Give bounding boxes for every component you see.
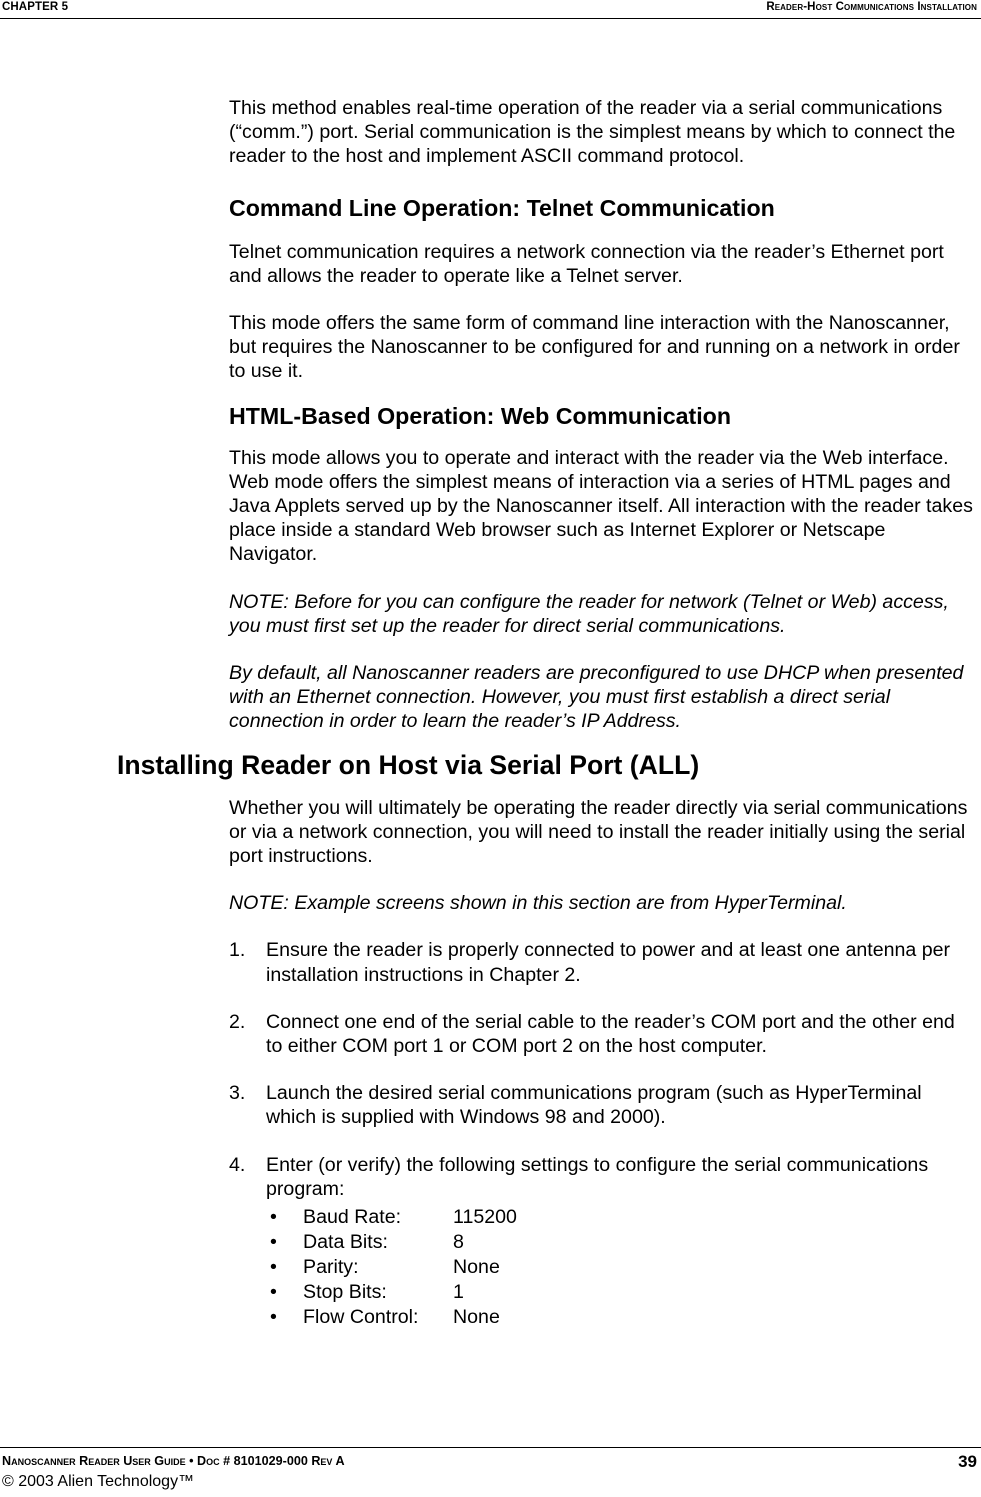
step-text: Launch the desired serial communications program (such as HyperTerminal which is supplied with Windows 98 and 2000). — [266, 1082, 922, 1129]
step-text: Connect one end of the serial cable to the reader’s COM port and the other end to either COM port 1 or COM port 2 on the host computer. — [266, 1010, 955, 1058]
setting-parity — [266, 1255, 976, 1280]
step-number: 3. — [229, 1082, 246, 1105]
bullet-icon: • — [270, 1306, 277, 1329]
copyright: © 2003 Alien Technology™ — [2, 1473, 195, 1490]
install-paragraph: Whether you will ultimately be operating the reader directly via serial communications or via a network connection, you will need to install the reader initially using the serial port instructions. — [229, 796, 968, 868]
install-heading: Installing Reader on Host via Serial Port (ALL) — [117, 749, 700, 780]
setting-label: Flow Control: — [303, 1306, 419, 1329]
setting-baud-rate — [266, 1205, 976, 1230]
setting-label: Parity: — [303, 1256, 359, 1279]
document-id: Nanoscanner Reader User Guide • Doc # 8101029-000 Rev A — [2, 1454, 345, 1468]
section-title: Reader-Host Communications Installation — [766, 1, 977, 13]
telnet-paragraph-2: This mode offers the same form of command line interaction with the Nanoscanner, but requires the Nanoscanner to be configured for and running on a network in order to use it. — [229, 312, 960, 383]
setting-flow-control — [266, 1305, 976, 1330]
step-number: 2. — [229, 1010, 246, 1033]
setting-stop-bits — [266, 1280, 976, 1305]
step-4 — [229, 1153, 976, 1201]
install-steps — [229, 938, 976, 1201]
page-header — [0, 0, 981, 19]
step-3 — [229, 1081, 976, 1129]
setting-label: Data Bits: — [303, 1231, 388, 1254]
web-note-1: NOTE: Before for you can configure the reader for network (Telnet or Web) access, you must first set up the reader for direct serial communications. — [229, 590, 949, 637]
setting-value: 1 — [453, 1281, 464, 1304]
step-number: 1. — [229, 939, 246, 962]
bullet-icon: • — [270, 1231, 277, 1254]
serial-settings-list — [266, 1205, 976, 1330]
install-note: NOTE: Example screens shown in this section are from HyperTerminal. — [229, 892, 847, 915]
web-heading: HTML-Based Operation: Web Communication — [229, 402, 731, 429]
step-2 — [229, 1010, 976, 1058]
step-text: Ensure the reader is properly connected to power and at least one antenna per installation instructions in Chapter 2. — [266, 939, 951, 986]
chapter-label: CHAPTER 5 — [2, 1, 69, 13]
intro-paragraph: This method enables real-time operation of the reader via a serial communications (“comm.”) port. Serial communication is the simplest means by which to connect the reader to the host and implement ASCII command protocol. — [229, 97, 956, 168]
setting-value: None — [453, 1256, 500, 1279]
web-paragraph-1: This mode allows you to operate and interact with the reader via the Web interface. Web mode offers the simplest means of interaction via a series of HTML pages and Java Applets served up by the Nanoscanner itself. All interaction with the reader takes place inside a standard Web browser such as Internet Explorer or Netscape Navigator. — [229, 446, 973, 566]
step-1 — [229, 938, 976, 986]
setting-value: None — [453, 1306, 500, 1329]
bullet-icon: • — [270, 1256, 277, 1279]
page-number: 39 — [958, 1452, 977, 1471]
step-text: Enter (or verify) the following settings to configure the serial communications program: — [266, 1153, 929, 1200]
telnet-paragraph-1: Telnet communication requires a network connection via the reader’s Ethernet port and allows the reader to operate like a Telnet server. — [229, 240, 944, 287]
setting-value: 115200 — [453, 1206, 517, 1229]
setting-label: Baud Rate: — [303, 1206, 402, 1229]
bullet-icon: • — [270, 1206, 277, 1229]
setting-value: 8 — [453, 1231, 464, 1254]
bullet-icon: • — [270, 1281, 277, 1304]
page-content — [117, 96, 976, 1330]
setting-label: Stop Bits: — [303, 1281, 387, 1304]
setting-data-bits — [266, 1230, 976, 1255]
page-footer — [0, 1447, 981, 1490]
web-note-2: By default, all Nanoscanner readers are preconfigured to use DHCP when presented with an Ethernet connection. However, you must first establish a direct serial connection in order to learn the reader’s IP Address. — [229, 662, 964, 733]
step-number: 4. — [229, 1153, 246, 1176]
telnet-heading: Command Line Operation: Telnet Communication — [229, 194, 775, 221]
